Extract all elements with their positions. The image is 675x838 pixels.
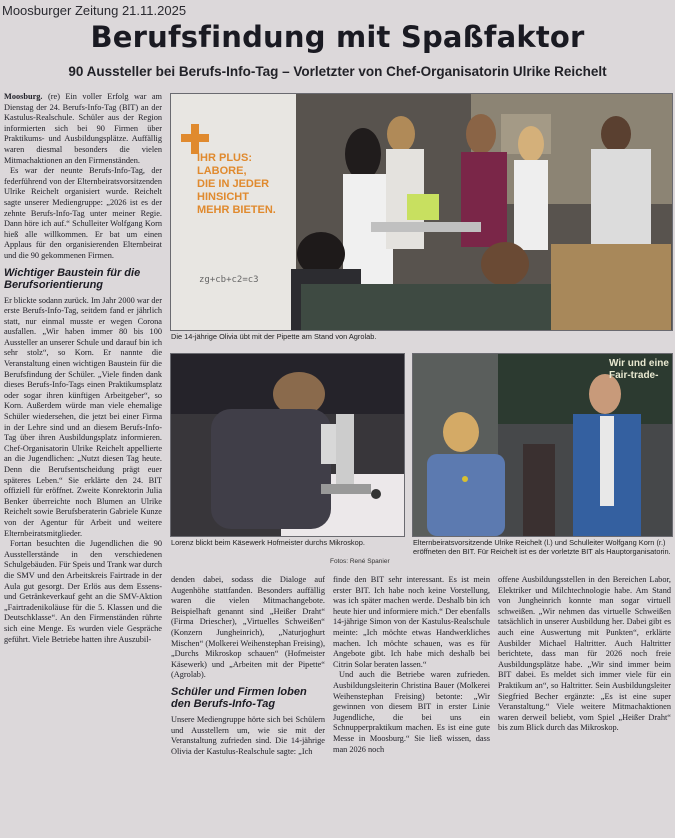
lead-paragraph — [4, 92, 162, 166]
svg-text:zg+cb+c2=c3: zg+cb+c2=c3 — [199, 275, 259, 285]
banner-line: MEHR BIETEN. — [197, 204, 276, 216]
photo-organizers — [412, 353, 673, 537]
paragraph: Fortan besuchten die Jugendlichen die 90 Ausstellerstände in den verschiedenen Schulgebäuden. Für Speis und Trank war durch die SMV und den Arbeitskreis Fairtrade in der Aula gut gesorgt. Der Erlös aus dem Essens- und Getränkeverkauf geht an die SMV-Aktion „Fairtradenikoläuse für die 5. Klassen und die Deutschklasse“. An den Firmenständen rührte sich eine Menge. Es wurden viele Gespräche geführt. Viele Betriebe hatten ihre Auszubil- — [4, 539, 162, 644]
subheadline: 90 Aussteller bei Berufs-Info-Tag – Vorletzter von Chef-Organisatorin Ulrike Reichelt — [68, 64, 607, 79]
paragraph: denden dabei, sodass die Dialoge auf Augenhöhe stattfanden. Besonders auffällig waren die vielen Mitmachangebote. Beispielhaft genannt sind „Heißer Draht“ (Firma Driescher), „Virtuelles Schweißen“ (Konzern Jungheinrich), „Naturjoghurt Mischen“ (Molkerei Weihenstephan Freising), „Durchs Mikroskop schauen“ (Hofmeister Käsewerk) und „Arbeiten mit der Pipette“ (Agrolab). — [171, 575, 325, 680]
paragraph: Er blickte sodann zurück. Im Jahr 2000 war der erste Berufs-Info-Tag, seitdem fand er jährlich statt, nur einmal musste er wegen Corona ausfallen. „Wir haben immer 80 bis 100 Aussteller an unserer Schule und darauf bin ich sehr stolz“, so Korn. Er nannte die Veranstaltung einen wichtigen Baustein für die Berufsfindung der Schüler. „Viele finden dank dieses Berufs-Info-Tags einen Praktikumsplatz oder sogar ihren künftigen Arbeitgeber“, so Korn. Außerdem würde man viele ehemalige Schüler wiedersehen, die jetzt bei einer Firma in der Lehre sind und an diesem Berufs-Info-Tag über ihren Ausbildungsplatz informieren. Chef-Organisatorin Ulrike Reichelt appellierte an die Jugendlichen: „Nutzt diesen Tag heute. Denn die Berufsentscheidung prägt euer späteres Leben.“ Sie erklärte den 24. BIT offiziell für eröffnet. Zweite Konrektorin Julia Benker überreichte noch Blumen an Ulrike Reichelt sowie Berufsberaterin Gabriele Kunze von der Agentur für Arbeit und weitere Elternbeiratsmitglieder. — [4, 295, 162, 538]
paragraph: Und auch die Betriebe waren zufrieden. Ausbildungsleiterin Christina Bauer (Molkerei Weihenstephan Freising) betonte: „Wir gewinnen von diesem BIT in erster Linie Jugendliche, die bei uns ein Schnupperpraktikum machen. Es ist eine gute Messe in Moosburg.“ Sie ließ wissen, dass man 2026 noch — [333, 670, 490, 754]
paragraph: offene Ausbildungsstellen in den Bereichen Labor, Elektriker und Milchtechnologie habe. Am Stand von Jungheinrich konnte man sogar virtuell schweißen. „Wir nehmen das virtuelle Schweißen tatsächlich in unserer Ausbildung her. Dabei gibt es auch eine Auswertung mit Punkten“, erklärte Ausbilder Michael Haltritter. Auch Haltritter berichtete, dass man für 2026 noch freie Ausbildungsplätze habe. „Wir sind immer beim BIT dabei. Es meldet sich immer viele für ein Praktikum an“, so Haltritter. Sein Ausbildungsleiter Siegfried Becher ergänzte: „Es ist eine super Veranstaltung.“ Viele weitere Mitmachaktionen waren derweil beliebt, vom Spiel „Heißer Draht“ bis zum Blick durch das Mikroskop. — [498, 575, 671, 733]
banner-text — [197, 152, 293, 217]
photo-credit: Fotos: René Spanier — [330, 558, 390, 565]
photo-pipette-agrolab — [170, 93, 673, 331]
article-column-4 — [498, 575, 671, 835]
banner-line: IHR PLUS: — [197, 152, 252, 164]
article-column-2 — [171, 575, 325, 835]
photo-caption-top: Die 14-jährige Olivia übt mit der Pipette am Stand von Agrolab. — [171, 332, 377, 341]
lead-text: (re) Ein voller Erfolg war am Dienstag der 24. Berufs-Info-Tag (BIT) an der Kastulus-Realschule. Schüler aus der Region informierten sich bei 90 Firmen über Praktikums- und Ausbildungsplätze. Auffällig waren diesmal besonders die vielen Mitmachaktionen an den Firmenständen. — [4, 92, 162, 165]
paragraph: Es war der neunte Berufs-Info-Tag, der federführend von der Elternbeiratsvorsitzenden Ulrike Reichelt organisiert wurde. Reichelt sagte unserer Mediengruppe: „2026 ist es der zehnte Berufs-Info-Tag unter meiner Regie. Dann höre ich auf.“ Schulleiter Wolfgang Korn hieß alle willkommen. Er bat um einen Applaus für den organisierenden Elternbeirat und die 90 gekommenen Firmen. — [4, 166, 162, 260]
photo-illustration — [171, 354, 404, 536]
masthead: Moosburger Zeitung 21.11.2025 — [2, 3, 187, 18]
paragraph: finde den BIT sehr interessant. Es ist mein erster BIT. Ich habe noch keine Vorstellung, was ich später machen werde. Deshalb bin ich heute hier und informiere mich.“ Der ebenfalls 14-jährige Simon von der Kastulus-Realschule meinte: „Ich möchte etwas Handwerkliches machen. Ich möchte schauen, was es für Angebote gibt. Ich habe mich deshalb bei Citrin Solar beraten lassen.“ — [333, 575, 490, 669]
article-column-3 — [333, 575, 490, 835]
article-column-1 — [4, 92, 162, 834]
photo-microscope — [170, 353, 405, 537]
banner-text: Wir und eine Fair-trade- — [609, 358, 669, 381]
banner-line: LABORE, — [197, 165, 247, 177]
photo-caption-bottom-left: Lorenz blickt beim Käsewerk Hofmeister durchs Mikroskop. — [171, 538, 365, 547]
banner-line: HINSICHT — [197, 191, 249, 203]
section-heading: Schüler und Firmen loben den Berufs-Info-Tag — [171, 685, 307, 711]
paragraph: Unsere Mediengruppe hörte sich bei Schülern und Ausstellern um, wie sie mit der Veranstaltung zufrieden sind. Die 14-jährige Olivia der Kastulus-Realschule sagte: „Ich — [171, 714, 325, 756]
headline: Berufsfindung mit Spaßfaktor — [90, 20, 585, 54]
banner-line: DIE IN JEDER — [197, 178, 270, 190]
photo-caption-bottom-right: Elternbeiratsvorsitzende Ulrike Reichelt (l.) und Schulleiter Wolfgang Korn (r.) eröffneten den BIT. Für Reichelt ist es der vorletzte BIT als Hauptorganisatorin. — [413, 538, 671, 556]
dateline: Moosburg. — [4, 92, 43, 101]
section-heading: Wichtiger Baustein für die Berufsorientierung — [4, 266, 141, 291]
